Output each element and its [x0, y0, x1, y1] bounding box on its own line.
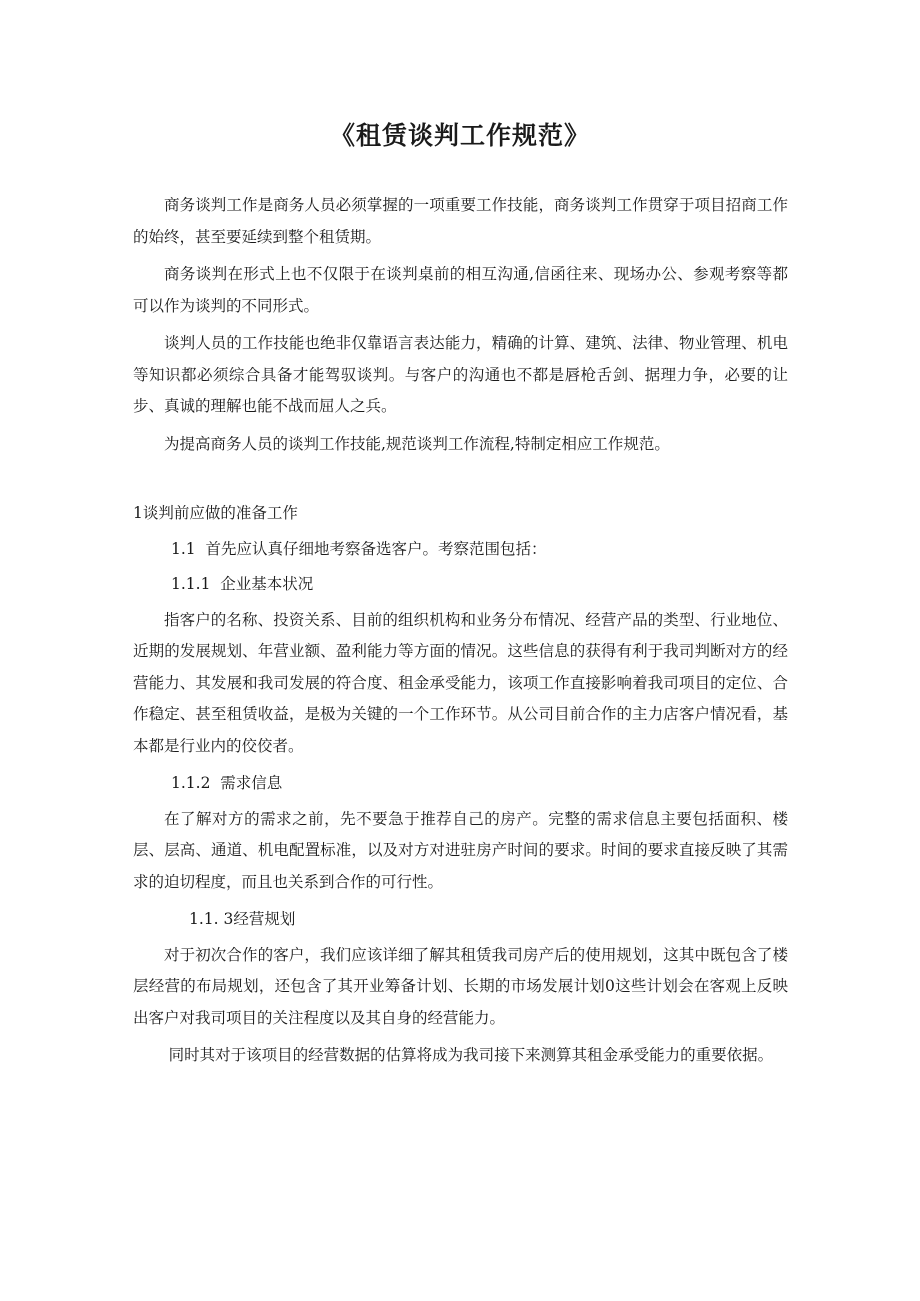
section-heading: 1谈判前应做的准备工作 [133, 504, 298, 522]
subsection-heading: 1.1.1 企业基本状况 [171, 575, 314, 593]
body-paragraph: 在了解对方的需求之前，先不要急于推荐自己的房产。完整的需求信息主要包括面积、楼层、层高、通道、机电配置标准，以及对方对进驻房产时间的要求。时间的要求直接反映了其需求的迫切程度，而且也关系到合作的可行性。 [133, 809, 788, 891]
document-body [133, 190, 788, 1078]
intro-paragraph: 商务谈判在形式上也不仅限于在谈判桌前的相互沟通,信函往来、现场办公、参观考察等都可以作为谈判的不同形式。 [133, 265, 788, 315]
body-paragraph: 同时其对于该项目的经营数据的估算将成为我司接下来测算其租金承受能力的重要依据。 [168, 1046, 774, 1064]
document-title: 《租赁谈判工作规范》 [329, 121, 590, 150]
intro-paragraph: 谈判人员的工作技能也绝非仅靠语言表达能力，精确的计算、建筑、法律、物业管理、机电等知识都必须综合具备才能驾驭谈判。与客户的沟通也不都是唇枪舌剑、据理力争，必要的让步、真诚的理解也能不战而屈人之兵。 [133, 334, 788, 415]
subsection-heading: 1.1.2 需求信息 [171, 774, 283, 792]
subsection-heading: 1.1 首先应认真仔细地考察备选客户。考察范围包括： [171, 539, 547, 558]
subsection-heading: 1.1. 3经营规划 [189, 910, 296, 928]
intro-paragraph: 为提高商务人员的谈判工作技能,规范谈判工作流程,特制定相应工作规范。 [164, 434, 670, 453]
body-paragraph: 对于初次合作的客户，我们应该详细了解其租赁我司房产后的使用规划，这其中既包含了楼层经营的布局规划，还包含了其开业筹备计划、长期的市场发展计划0这些计划会在客观上反映出客户对我司项目的关注程度以及其自身的经营能力。 [133, 945, 788, 1027]
intro-paragraph: 商务谈判工作是商务人员必须掌握的一项重要工作技能，商务谈判工作贯穿于项目招商工作的始终，甚至要延续到整个租赁期。 [133, 196, 788, 246]
body-paragraph: 指客户的名称、投资关系、目前的组织机构和业务分布情况、经营产品的类型、行业地位、近期的发展规划、年营业额、盈利能力等方面的情况。这些信息的获得有利于我司判断对方的经营能力、其发展和我司发展的符合度、租金承受能力，该项工作直接影响着我司项目的定位、合作稳定、甚至租赁收益，是极为关键的一个工作环节。从公司目前合作的主力店客户情况看，基本都是行业内的佼佼者。 [133, 610, 788, 755]
